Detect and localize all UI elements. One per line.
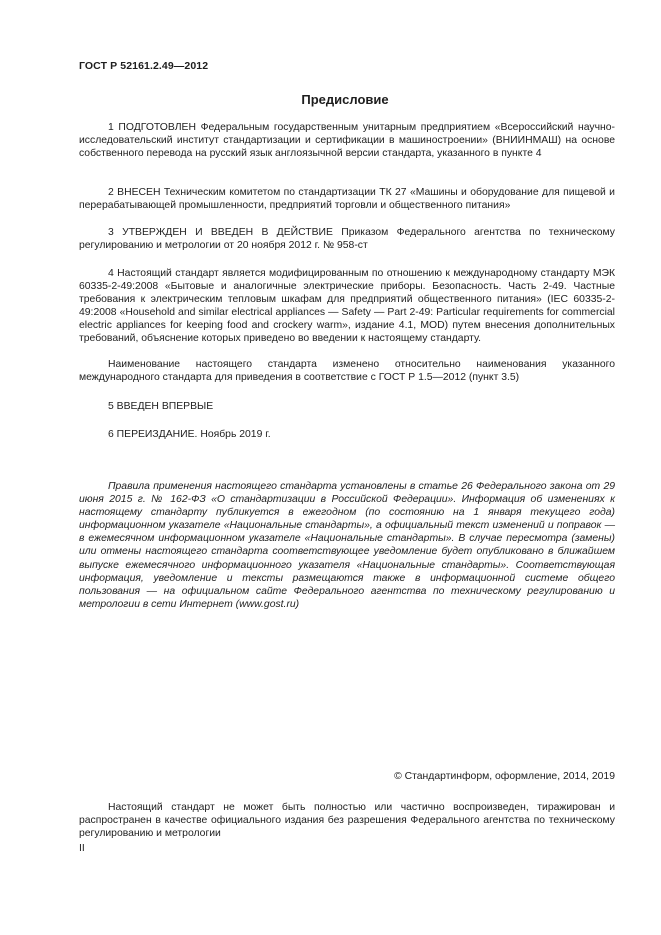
- paragraph-2: 2 ВНЕСЕН Техническим комитетом по стандартизации ТК 27 «Машины и оборудование для пищевой и перерабатывающей промышленности, предприятий торговли и общественного питания»: [79, 187, 615, 212]
- copyright-line: © Стандартинформ, оформление, 2014, 2019: [394, 771, 615, 782]
- page-number: II: [79, 843, 85, 854]
- document-code: ГОСТ Р 52161.2.49—2012: [79, 60, 209, 72]
- paragraph-1: 1 ПОДГОТОВЛЕН Федеральным государственным унитарным предприятием «Всероссийский научно-исследовательский институт стандартизации и сертификации в машиностроении» (ВНИИНМАШ) на основе собственного перевода на русский язык англоязычной версии стандарта, указанного в пункте 4: [79, 122, 615, 160]
- page-title: Предисловие: [301, 92, 389, 107]
- paragraph-4-note: Наименование настоящего стандарта изменено относительно наименования указанного международного стандарта для приведения в соответствие с ГОСТ Р 1.5—2012 (пункт 3.5): [79, 359, 615, 384]
- paragraph-6: 6 ПЕРЕИЗДАНИЕ. Ноябрь 2019 г.: [108, 429, 271, 440]
- reproduction-note: Настоящий стандарт не может быть полностью или частично воспроизведен, тиражирован и распространен в качестве официального издания без разрешения Федерального агентства по техническому регулированию и метрологии: [79, 802, 615, 840]
- paragraph-5: 5 ВВЕДЕН ВПЕРВЫЕ: [108, 401, 214, 412]
- paragraph-3: 3 УТВЕРЖДЕН И ВВЕДЕН В ДЕЙСТВИЕ Приказом Федерального агентства по техническому регулированию и метрологии от 20 ноября 2012 г. № 958-ст: [79, 227, 615, 252]
- application-rules-notice: Правила применения настоящего стандарта установлены в статье 26 Федерального закона от 29 июня 2015 г. № 162-ФЗ «О стандартизации в Российской Федерации». Информация об изменениях к настоящему стандарту публикуется в ежегодном (по состоянию на 1 января текущего года) информационном указателе «Национальные стандарты», а официальный текст изменений и поправок — в ежемесячном информационном указателе «Национальные стандарты». В случае пересмотра (замены) или отмены настоящего стандарта соответствующее уведомление будет опубликовано в ближайшем выпуске ежемесячного информационного указателя «Национальные стандарты». Соответствующая информация, уведомление и тексты размещаются также в информационной системе общего пользования — на официальном сайте Федерального агентства по техническому регулированию и метрологии в сети Интернет (www.gost.ru): [79, 481, 615, 610]
- paragraph-4: 4 Настоящий стандарт является модифицированным по отношению к международному стандарту МЭК 60335-2-49:2008 «Бытовые и аналогичные электрические приборы. Безопасность. Часть 2-49. Частные требования к электрическим тепловым шкафам для предприятий общественного питания» (IEC 60335-2-49:2008 «Household and similar electrical appliances — Safety — Part 2-49: Particular requirements for commercial electric appliances for keeping food and crockery warm», издание 4.1, MOD) путем внесения дополнительных требований, объяснение которых приведено во введении к настоящему стандарту.: [79, 268, 615, 345]
